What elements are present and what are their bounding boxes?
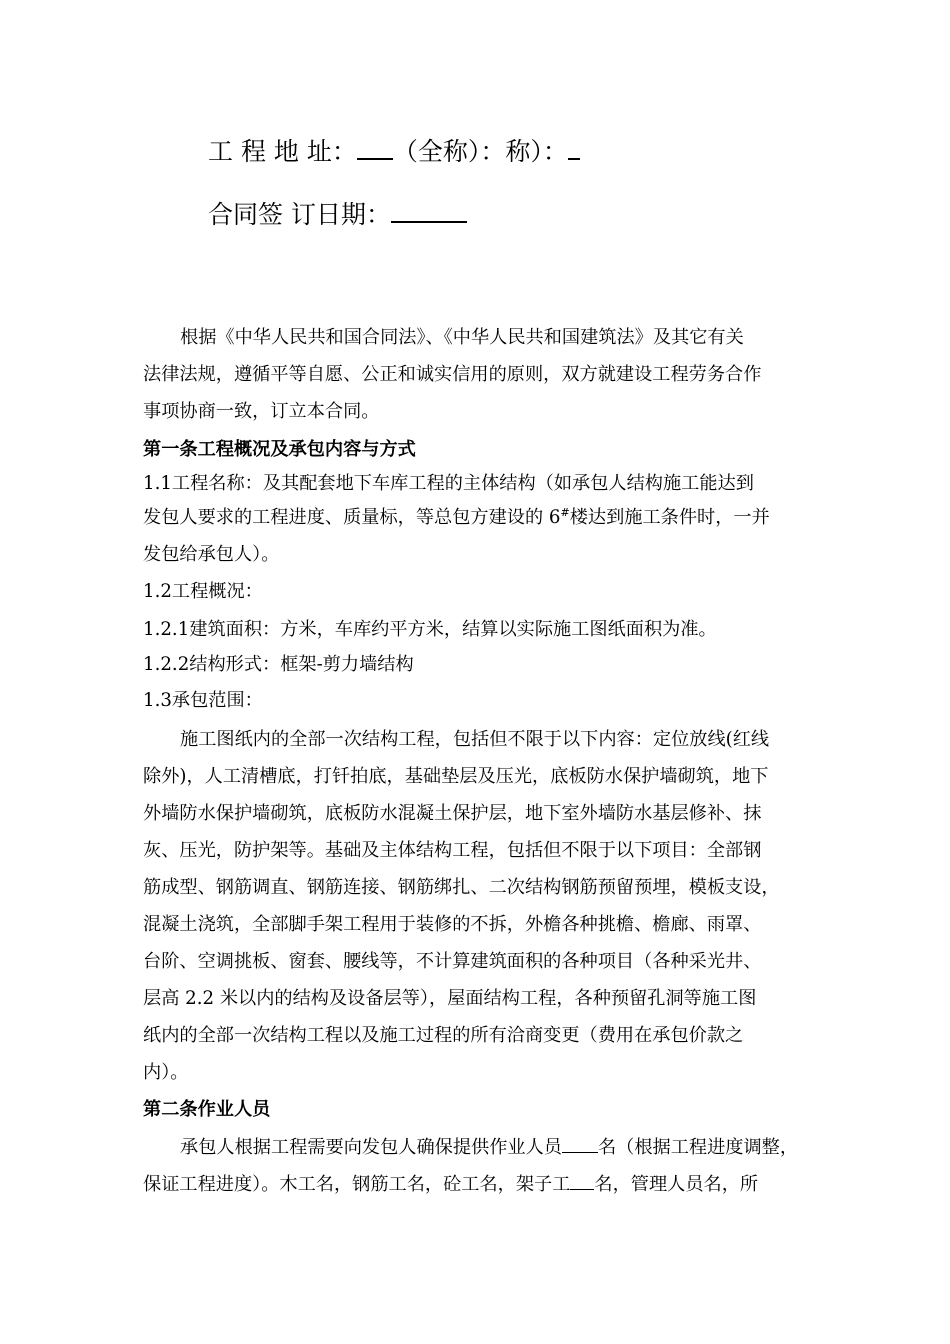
body-line: 外墙防水保护墙砌筑，底板防水混凝土保护层，地下室外墙防水基层修补、抹 [143,803,762,824]
date-blank [391,199,467,223]
body-line: 发包给承包人）。 [143,544,280,565]
body-line: 纸内的全部一次结构工程以及施工过程的所有洽商变更（费用在承包价款之 [143,1025,744,1046]
body-line: 内）。 [143,1062,189,1083]
fill-in-blank [562,1134,598,1153]
body-line [143,505,770,531]
body-line [180,1134,798,1161]
line-text-end: 名（根据工程进度调整， [597,1137,799,1158]
date-label: 合同签 订日期： [208,200,391,229]
body-line: 1.2工程概况： [143,581,263,602]
body-line: 台阶、空调挑板、窗套、腰线等，不计算建筑面积的各种项目（各种采光井、 [143,951,762,972]
address-suffix: （全称）：称）： [392,137,568,166]
body-line: 1.1工程名称：及其配套地下车库工程的主体结构（如承包人结构施工能达到 [143,473,754,494]
body-line: 根据《中华人民共和国合同法》、《中华人民共和国建筑法》及其它有关 [180,327,744,348]
fill-in-blank [570,1171,594,1190]
line-text-start: 保证工程进度）。木工名，钢筋工名，砼工名，架子工 [143,1174,571,1195]
body-line: 灰、压光，防护架等。基础及主体结构工程，包括但不限于以下项目：全部钢 [143,840,762,861]
body-line: 混凝土浇筑，全部脚手架工程用于装修的不拆，外檐各种挑檐、檐廊、雨罩、 [143,914,762,935]
line-text-end: 楼达到施工条件时，一并 [569,507,770,528]
superscript-mark: # [560,505,570,519]
body-line: 事项协商一致，订立本合同。 [143,401,380,422]
section-heading: 第一条工程概况及承包内容与方式 [143,439,416,460]
address-trailing-blank [568,136,580,160]
body-line: 筋成型、钢筋调直、钢筋连接、钢筋绑扎、二次结构钢筋预留预埋，模板支设， [143,877,780,898]
line-text-end: 名，管理人员名，所 [594,1174,759,1195]
body-line: 施工图纸内的全部一次结构工程，包括但不限于以下内容：定位放线(红线 [180,729,770,750]
address-blank [357,136,393,160]
date-line [208,199,467,230]
body-line: 法律法规，遵循平等自愿、公正和诚实信用的原则，双方就建设工程劳务合作 [143,364,762,385]
body-line [143,1171,758,1198]
address-label: 工 程 地 址： [208,137,357,166]
line-text-start: 发包人要求的工程进度、质量标，等总包方建设的 6 [143,507,561,528]
line-text-start: 承包人根据工程需要向发包人确保提供作业人员 [180,1137,562,1158]
body-line: 除外)，人工清槽底，打钎拍底，基础垫层及压光，底板防水保护墙砌筑，地下 [143,766,769,787]
body-line: 1.2.2结构形式：框架-剪力墙结构 [143,654,414,675]
section-heading: 第二条作业人员 [143,1099,271,1120]
body-line: 1.3承包范围： [143,690,263,711]
body-line: 层高 2.2 米以内的结构及设备层等），屋面结构工程，各种预留孔洞等施工图 [143,988,757,1009]
address-line [208,136,580,167]
body-line: 1.2.1建筑面积：方米，车库约平方米，结算以实际施工图纸面积为准。 [143,619,717,640]
